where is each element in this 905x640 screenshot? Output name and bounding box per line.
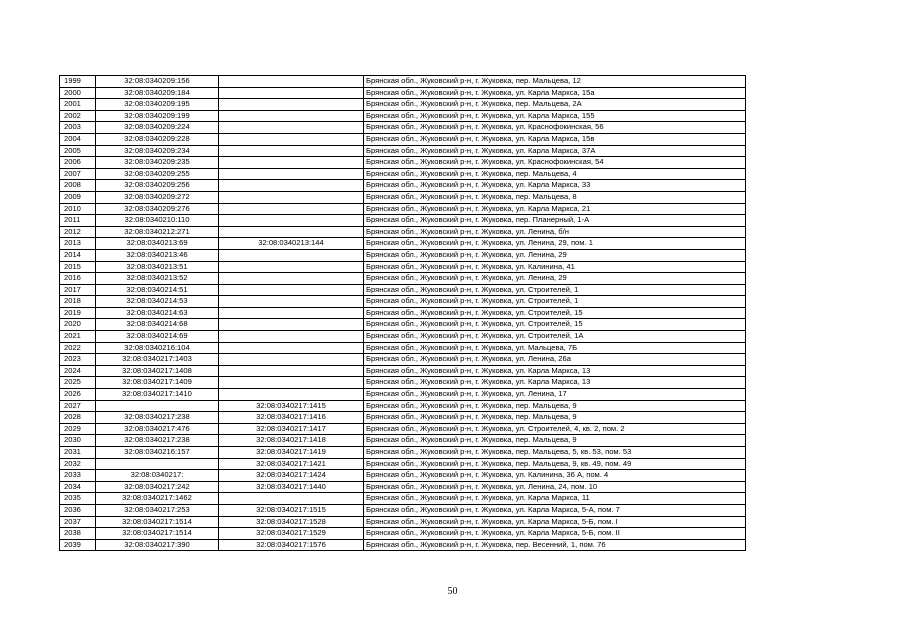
table-row: [60, 365, 746, 377]
row-number-cell: 2017: [60, 284, 96, 296]
related-cadastral-number-cell: [219, 319, 364, 331]
address-cell: Брянская обл., Жуковский р-н, г. Жуковка, пер. Мальцева, 9: [364, 400, 746, 412]
cadastral-number-cell: 32:08:0340214:68: [96, 319, 219, 331]
row-number-cell: 2030: [60, 435, 96, 447]
related-cadastral-number-cell: 32:08:0340217:1424: [219, 470, 364, 482]
table-row: [60, 296, 746, 308]
row-number-cell: 2036: [60, 504, 96, 516]
related-cadastral-number-cell: 32:08:0340217:1416: [219, 412, 364, 424]
related-cadastral-number-cell: [219, 87, 364, 99]
related-cadastral-number-cell: [219, 226, 364, 238]
row-number-cell: 2019: [60, 307, 96, 319]
row-number-cell: 2037: [60, 516, 96, 528]
address-cell: Брянская обл., Жуковский р-н, г. Жуковка, ул. Строителей, 1: [364, 296, 746, 308]
row-number-cell: 2018: [60, 296, 96, 308]
cadastral-number-cell: 32:08:0340209:272: [96, 191, 219, 203]
table-row: [60, 261, 746, 273]
table-row: [60, 342, 746, 354]
table-row: [60, 110, 746, 122]
related-cadastral-number-cell: 32:08:0340217:1417: [219, 423, 364, 435]
cadastral-number-cell: 32:08:0340217:390: [96, 539, 219, 551]
address-cell: Брянская обл., Жуковский р-н, г. Жуковка, пер. Мальцева, 5, кв. 53, пом. 53: [364, 447, 746, 459]
address-cell: Брянская обл., Жуковский р-н, г. Жуковка, пер. Мальцева, 12: [364, 76, 746, 88]
table-row: [60, 423, 746, 435]
related-cadastral-number-cell: [219, 493, 364, 505]
registry-table: [59, 75, 746, 551]
related-cadastral-number-cell: [219, 122, 364, 134]
related-cadastral-number-cell: [219, 284, 364, 296]
address-cell: Брянская обл., Жуковский р-н, г. Жуковка, ул. Ленина, 26а: [364, 354, 746, 366]
address-cell: Брянская обл., Жуковский р-н, г. Жуковка, ул. Карла Маркса, 13: [364, 377, 746, 389]
table-row: [60, 435, 746, 447]
address-cell: Брянская обл., Жуковский р-н, г. Жуковка, ул. Ленина, 17: [364, 389, 746, 401]
related-cadastral-number-cell: 32:08:0340217:1415: [219, 400, 364, 412]
address-cell: Брянская обл., Жуковский р-н, г. Жуковка, ул. Мальцева, 7Б: [364, 342, 746, 354]
table-row: [60, 249, 746, 261]
address-cell: Брянская обл., Жуковский р-н, г. Жуковка, ул. Ленина, 29: [364, 273, 746, 285]
cadastral-number-cell: 32:08:0340217:253: [96, 504, 219, 516]
table-row: [60, 493, 746, 505]
related-cadastral-number-cell: [219, 342, 364, 354]
related-cadastral-number-cell: [219, 296, 364, 308]
cadastral-number-cell: 32:08:0340217:1403: [96, 354, 219, 366]
table-row: [60, 226, 746, 238]
table-row: [60, 99, 746, 111]
related-cadastral-number-cell: 32:08:0340217:1418: [219, 435, 364, 447]
cadastral-number-cell: 32:08:0340209:199: [96, 110, 219, 122]
row-number-cell: 2010: [60, 203, 96, 215]
cadastral-number-cell: 32:08:0340209:195: [96, 99, 219, 111]
table-row: [60, 191, 746, 203]
related-cadastral-number-cell: 32:08:0340217:1576: [219, 539, 364, 551]
row-number-cell: 2023: [60, 354, 96, 366]
cadastral-number-cell: [96, 400, 219, 412]
related-cadastral-number-cell: [219, 157, 364, 169]
cadastral-number-cell: 32:08:0340217:1408: [96, 365, 219, 377]
cadastral-number-cell: 32:08:0340217:1409: [96, 377, 219, 389]
table-row: [60, 203, 746, 215]
cadastral-number-cell: 32:08:0340217:1514: [96, 528, 219, 540]
row-number-cell: 2029: [60, 423, 96, 435]
related-cadastral-number-cell: [219, 389, 364, 401]
row-number-cell: 2038: [60, 528, 96, 540]
table-row: [60, 389, 746, 401]
row-number-cell: 2031: [60, 447, 96, 459]
table-row: [60, 215, 746, 227]
table-row: [60, 377, 746, 389]
address-cell: Брянская обл., Жуковский р-н, г. Жуковка, ул. Краснофокинская, 54: [364, 157, 746, 169]
related-cadastral-number-cell: [219, 99, 364, 111]
row-number-cell: 2014: [60, 249, 96, 261]
cadastral-number-cell: 32:08:0340216:157: [96, 447, 219, 459]
related-cadastral-number-cell: [219, 273, 364, 285]
address-cell: Брянская обл., Жуковский р-н, г. Жуковка, пер. Мальцева, 8: [364, 191, 746, 203]
address-cell: Брянская обл., Жуковский р-н, г. Жуковка, ул. Строителей, 15: [364, 307, 746, 319]
related-cadastral-number-cell: [219, 191, 364, 203]
related-cadastral-number-cell: 32:08:0340217:1419: [219, 447, 364, 459]
cadastral-number-cell: 32:08:0340217:238: [96, 412, 219, 424]
row-number-cell: 2005: [60, 145, 96, 157]
address-cell: Брянская обл., Жуковский р-н, г. Жуковка, ул. Карла Маркса, 11: [364, 493, 746, 505]
cadastral-number-cell: 32:08:0340209:228: [96, 133, 219, 145]
row-number-cell: 2001: [60, 99, 96, 111]
related-cadastral-number-cell: [219, 249, 364, 261]
address-cell: Брянская обл., Жуковский р-н, г. Жуковка, ул. Строителей, 15: [364, 319, 746, 331]
address-cell: Брянская обл., Жуковский р-н, г. Жуковка, ул. Карла Маркса, 5-А, пом. 7: [364, 504, 746, 516]
related-cadastral-number-cell: [219, 145, 364, 157]
address-cell: Брянская обл., Жуковский р-н, г. Жуковка, ул. Калинина, 41: [364, 261, 746, 273]
row-number-cell: 2024: [60, 365, 96, 377]
cadastral-number-cell: 32:08:0340209:224: [96, 122, 219, 134]
cadastral-number-cell: 32:08:0340210:110: [96, 215, 219, 227]
address-cell: Брянская обл., Жуковский р-н, г. Жуковка, ул. Ленина, 29: [364, 249, 746, 261]
table-row: [60, 307, 746, 319]
row-number-cell: 2032: [60, 458, 96, 470]
table-row: [60, 447, 746, 459]
address-cell: Брянская обл., Жуковский р-н, г. Жуковка, пер. Мальцева, 2А: [364, 99, 746, 111]
address-cell: Брянская обл., Жуковский р-н, г. Жуковка, ул. Карла Маркса, 33: [364, 180, 746, 192]
address-cell: Брянская обл., Жуковский р-н, г. Жуковка, пер. Мальцева, 9, кв. 49, пом. 49: [364, 458, 746, 470]
row-number-cell: 2021: [60, 331, 96, 343]
cadastral-number-cell: 32:08:0340214:63: [96, 307, 219, 319]
row-number-cell: 2022: [60, 342, 96, 354]
related-cadastral-number-cell: 32:08:0340217:1528: [219, 516, 364, 528]
table-row: [60, 168, 746, 180]
cadastral-number-cell: 32:08:0340214:53: [96, 296, 219, 308]
address-cell: Брянская обл., Жуковский р-н, г. Жуковка, ул. Карла Маркса, 21: [364, 203, 746, 215]
related-cadastral-number-cell: [219, 76, 364, 88]
related-cadastral-number-cell: [219, 354, 364, 366]
related-cadastral-number-cell: 32:08:0340217:1421: [219, 458, 364, 470]
row-number-cell: 2026: [60, 389, 96, 401]
table-row: [60, 180, 746, 192]
table-row: [60, 331, 746, 343]
row-number-cell: 2034: [60, 481, 96, 493]
table-row: [60, 273, 746, 285]
related-cadastral-number-cell: [219, 365, 364, 377]
cadastral-number-cell: 32:08:0340214:69: [96, 331, 219, 343]
table-row: [60, 458, 746, 470]
table-row: [60, 157, 746, 169]
row-number-cell: 2007: [60, 168, 96, 180]
row-number-cell: 2012: [60, 226, 96, 238]
cadastral-number-cell: 32:08:0340209:234: [96, 145, 219, 157]
row-number-cell: 2027: [60, 400, 96, 412]
row-number-cell: 2016: [60, 273, 96, 285]
related-cadastral-number-cell: 32:08:0340217:1529: [219, 528, 364, 540]
related-cadastral-number-cell: [219, 331, 364, 343]
address-cell: Брянская обл., Жуковский р-н, г. Жуковка, ул. Карла Маркса, 13: [364, 365, 746, 377]
table-row: [60, 238, 746, 250]
related-cadastral-number-cell: [219, 261, 364, 273]
address-cell: Брянская обл., Жуковский р-н, г. Жуковка, пер. Весенний, 1, пом. 76: [364, 539, 746, 551]
address-cell: Брянская обл., Жуковский р-н, г. Жуковка, пер. Мальцева, 9: [364, 435, 746, 447]
row-number-cell: 1999: [60, 76, 96, 88]
address-cell: Брянская обл., Жуковский р-н, г. Жуковка, ул. Карла Маркса, 37А: [364, 145, 746, 157]
cadastral-number-cell: 32:08:0340217:476: [96, 423, 219, 435]
table-row: [60, 539, 746, 551]
related-cadastral-number-cell: [219, 203, 364, 215]
address-cell: Брянская обл., Жуковский р-н, г. Жуковка, ул. Карла Маркса, 5-Б, пом. I: [364, 516, 746, 528]
row-number-cell: 2013: [60, 238, 96, 250]
cadastral-number-cell: [96, 458, 219, 470]
address-cell: Брянская обл., Жуковский р-н, г. Жуковка, ул. Строителей, 4, кв. 2, пом. 2: [364, 423, 746, 435]
table-row: [60, 470, 746, 482]
related-cadastral-number-cell: [219, 110, 364, 122]
cadastral-number-cell: 32:08:0340213:52: [96, 273, 219, 285]
address-cell: Брянская обл., Жуковский р-н, г. Жуковка, ул. Краснофокинская, 56: [364, 122, 746, 134]
address-cell: Брянская обл., Жуковский р-н, г. Жуковка, ул. Строителей, 1: [364, 284, 746, 296]
registry-table-body: [60, 76, 746, 551]
address-cell: Брянская обл., Жуковский р-н, г. Жуковка, ул. Карла Маркса, 15а: [364, 87, 746, 99]
row-number-cell: 2033: [60, 470, 96, 482]
cadastral-number-cell: 32:08:0340213:46: [96, 249, 219, 261]
cadastral-number-cell: 32:08:0340217:242: [96, 481, 219, 493]
address-cell: Брянская обл., Жуковский р-н, г. Жуковка, пер. Планерный, 1-А: [364, 215, 746, 227]
row-number-cell: 2015: [60, 261, 96, 273]
cadastral-number-cell: 32:08:0340217:1410: [96, 389, 219, 401]
table-row: [60, 76, 746, 88]
related-cadastral-number-cell: [219, 180, 364, 192]
address-cell: Брянская обл., Жуковский р-н, г. Жуковка, ул. Карла Маркса, 155: [364, 110, 746, 122]
cadastral-number-cell: 32:08:0340213:69: [96, 238, 219, 250]
table-row: [60, 504, 746, 516]
related-cadastral-number-cell: [219, 307, 364, 319]
related-cadastral-number-cell: 32:08:0340217:1440: [219, 481, 364, 493]
page-number: 50: [447, 586, 458, 597]
table-row: [60, 400, 746, 412]
row-number-cell: 2039: [60, 539, 96, 551]
address-cell: Брянская обл., Жуковский р-н, г. Жуковка, ул. Ленина, б/н: [364, 226, 746, 238]
table-row: [60, 412, 746, 424]
cadastral-number-cell: 32:08:0340209:156: [96, 76, 219, 88]
related-cadastral-number-cell: [219, 215, 364, 227]
table-row: [60, 319, 746, 331]
table-row: [60, 354, 746, 366]
table-row: [60, 481, 746, 493]
address-cell: Брянская обл., Жуковский р-н, г. Жуковка, пер. Мальцева, 4: [364, 168, 746, 180]
table-row: [60, 284, 746, 296]
related-cadastral-number-cell: 32:08:0340213:144: [219, 238, 364, 250]
row-number-cell: 2011: [60, 215, 96, 227]
related-cadastral-number-cell: [219, 377, 364, 389]
table-row: [60, 516, 746, 528]
related-cadastral-number-cell: [219, 133, 364, 145]
cadastral-number-cell: 32:08:0340217:1462: [96, 493, 219, 505]
cadastral-number-cell: 32:08:0340209:276: [96, 203, 219, 215]
row-number-cell: 2000: [60, 87, 96, 99]
cadastral-number-cell: 32:08:0340209:256: [96, 180, 219, 192]
cadastral-number-cell: 32:08:0340217:238: [96, 435, 219, 447]
cadastral-number-cell: 32:08:0340209:235: [96, 157, 219, 169]
table-row: [60, 87, 746, 99]
row-number-cell: 2020: [60, 319, 96, 331]
cadastral-number-cell: 32:08:0340212:271: [96, 226, 219, 238]
address-cell: Брянская обл., Жуковский р-н, г. Жуковка, ул. Карла Маркса, 15в: [364, 133, 746, 145]
related-cadastral-number-cell: 32:08:0340217:1515: [219, 504, 364, 516]
table-row: [60, 145, 746, 157]
row-number-cell: 2003: [60, 122, 96, 134]
row-number-cell: 2009: [60, 191, 96, 203]
table-row: [60, 122, 746, 134]
address-cell: Брянская обл., Жуковский р-н, г. Жуковка, ул. Ленина, 29, пом. 1: [364, 238, 746, 250]
cadastral-number-cell: 32:08:0340213:51: [96, 261, 219, 273]
cadastral-number-cell: 32:08:0340209:255: [96, 168, 219, 180]
table-row: [60, 528, 746, 540]
row-number-cell: 2035: [60, 493, 96, 505]
row-number-cell: 2002: [60, 110, 96, 122]
cadastral-number-cell: 32:08:0340214:51: [96, 284, 219, 296]
cadastral-number-cell: 32:08:0340216:104: [96, 342, 219, 354]
cadastral-number-cell: 32:08:0340209:184: [96, 87, 219, 99]
cadastral-number-cell: 32:08:0340217:: [96, 470, 219, 482]
row-number-cell: 2025: [60, 377, 96, 389]
row-number-cell: 2006: [60, 157, 96, 169]
table-row: [60, 133, 746, 145]
address-cell: Брянская обл., Жуковский р-н, г. Жуковка, ул. Калинина, 36 А, пом. 4: [364, 470, 746, 482]
address-cell: Брянская обл., Жуковский р-н, г. Жуковка, ул. Карла Маркса, 5-Б, пом. II: [364, 528, 746, 540]
address-cell: Брянская обл., Жуковский р-н, г. Жуковка, ул. Строителей, 1А: [364, 331, 746, 343]
row-number-cell: 2004: [60, 133, 96, 145]
address-cell: Брянская обл., Жуковский р-н, г. Жуковка, пер. Мальцева, 9: [364, 412, 746, 424]
address-cell: Брянская обл., Жуковский р-н, г. Жуковка, ул. Ленина, 24, пом. 10: [364, 481, 746, 493]
cadastral-number-cell: 32:08:0340217:1514: [96, 516, 219, 528]
row-number-cell: 2028: [60, 412, 96, 424]
row-number-cell: 2008: [60, 180, 96, 192]
related-cadastral-number-cell: [219, 168, 364, 180]
